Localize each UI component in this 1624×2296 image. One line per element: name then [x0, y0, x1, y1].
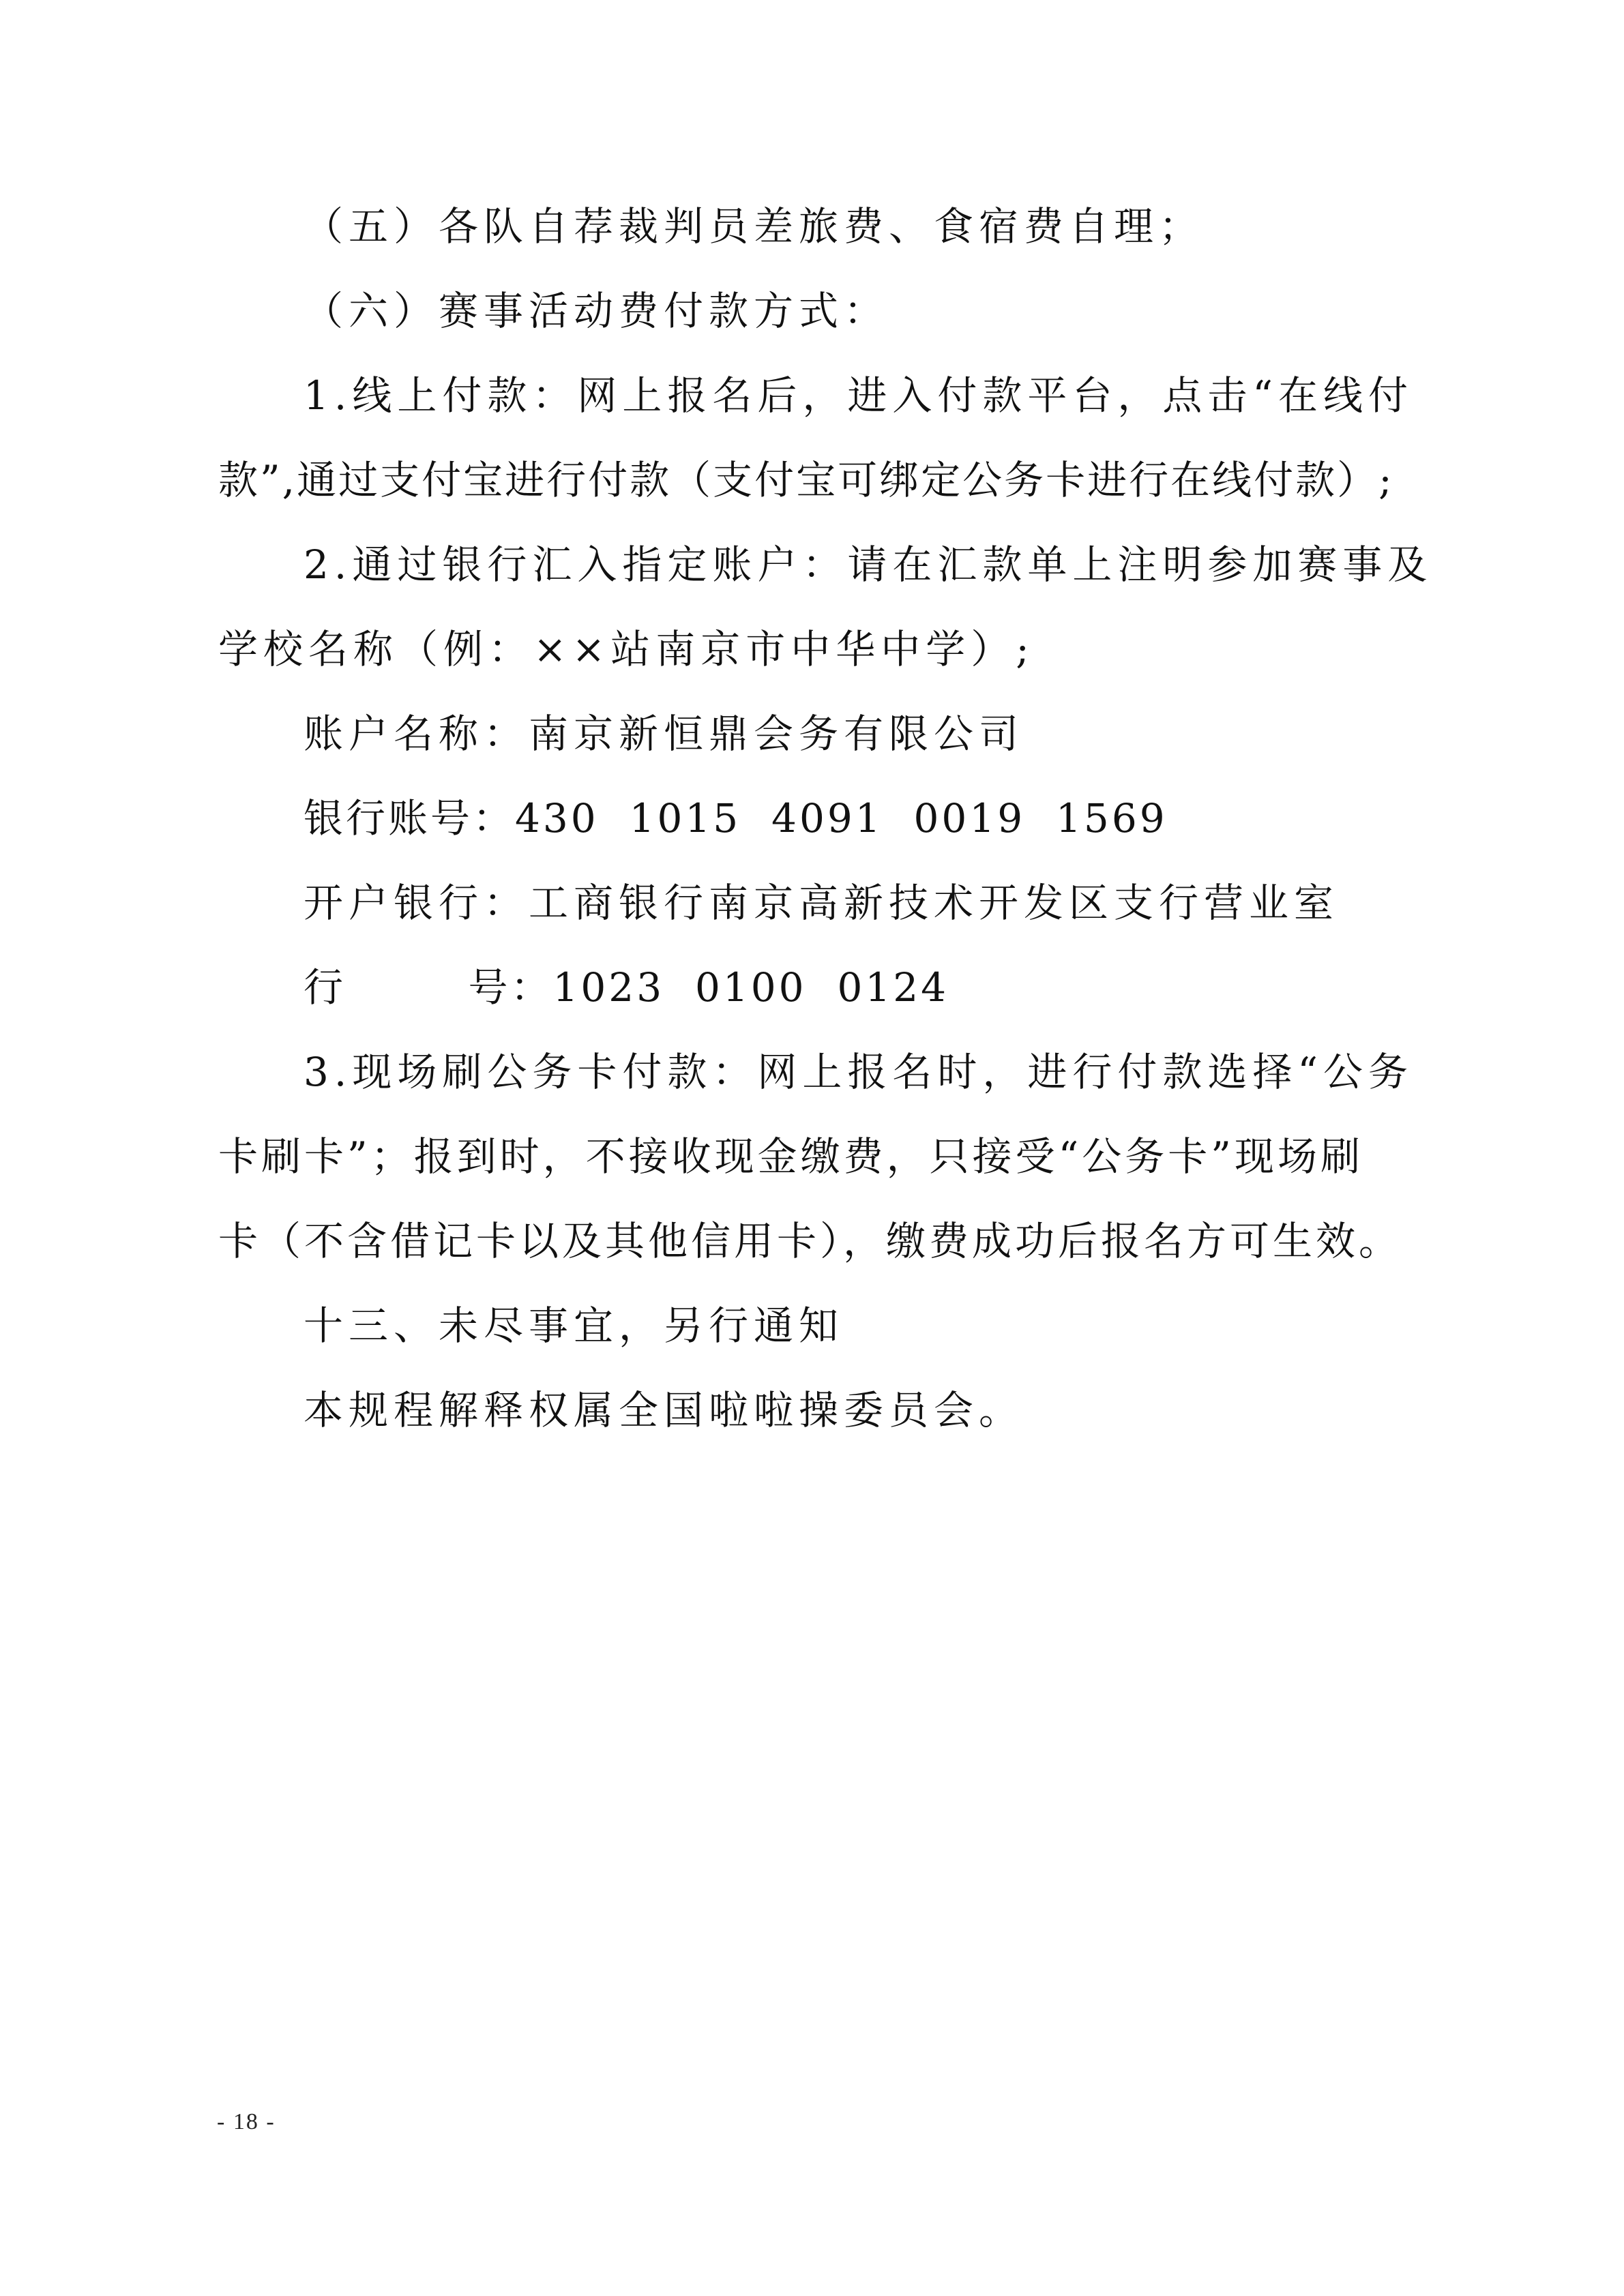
page-number: - 18 -	[217, 2109, 276, 2134]
bank-name-line: 开户银行：工商银行南京高新技术开发区支行营业室	[304, 880, 1340, 926]
paragraph-bank-transfer-line1: 2.通过银行汇入指定账户：请在汇款单上注明参加赛事及	[304, 541, 1433, 588]
paragraph-referee-expenses: （五）各队自荐裁判员差旅费、食宿费自理；	[304, 203, 1205, 250]
paragraph-card-payment-line1: 3.现场刷公务卡付款：网上报名时，进行付款选择“公务	[304, 1049, 1413, 1095]
section-thirteen-heading: 十三、未尽事宜，另行通知	[304, 1302, 844, 1349]
paragraph-card-payment-line3: 卡（不含借记卡以及其他信用卡），缴费成功后报名方可生效。	[218, 1218, 1402, 1264]
interpretation-statement: 本规程解释权属全国啦啦操委员会。	[304, 1387, 1024, 1433]
paragraph-online-payment-line1: 1.线上付款：网上报名后，进入付款平台，点击“在线付	[304, 372, 1413, 419]
paragraph-payment-methods-heading: （六）赛事活动费付款方式：	[304, 288, 889, 334]
paragraph-bank-transfer-line2: 学校名称（例：××站南京市中华中学）;	[218, 626, 1035, 672]
paragraph-online-payment-line2: 款”,通过支付宝进行付款（支付宝可绑定公务卡进行在线付款）;	[218, 457, 1394, 503]
account-name-line: 账户名称：南京新恒鼎会务有限公司	[304, 711, 1024, 757]
bank-code-line: 行 号：1023 0100 0124	[304, 964, 949, 1011]
account-number-line: 银行账号：430 1015 4091 0019 1569	[304, 795, 1168, 841]
paragraph-card-payment-line2: 卡刷卡”；报到时，不接收现金缴费，只接受“公务卡”现场刷	[218, 1133, 1363, 1180]
